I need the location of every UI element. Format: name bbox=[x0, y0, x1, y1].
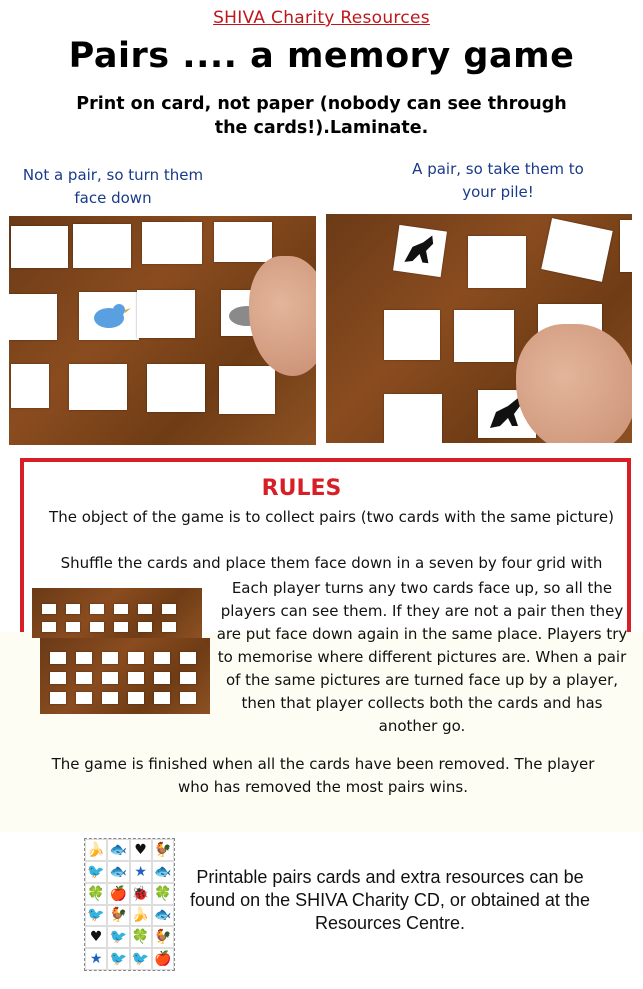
face-down-card bbox=[66, 622, 80, 632]
face-down-card bbox=[384, 394, 442, 443]
face-down-card bbox=[620, 220, 632, 272]
face-down-card bbox=[541, 218, 612, 282]
face-down-card bbox=[73, 224, 131, 268]
face-down-card bbox=[76, 652, 92, 664]
grid-photo bbox=[32, 588, 202, 638]
face-down-card bbox=[42, 622, 56, 632]
face-down-card bbox=[180, 692, 196, 704]
org-name: SHIVA Charity Resources bbox=[213, 8, 430, 28]
face-down-card bbox=[11, 226, 68, 268]
face-down-card bbox=[114, 604, 128, 614]
face-down-card bbox=[138, 622, 152, 632]
sheet-icon: 🐓 bbox=[152, 926, 174, 948]
face-down-card bbox=[50, 652, 66, 664]
bird-icon bbox=[79, 292, 139, 340]
sheet-icon: 🍀 bbox=[152, 883, 174, 905]
sheet-icon: 🐟 bbox=[107, 861, 129, 883]
rule-shuffle: Shuffle the cards and place them face down in a seven by four grid with bbox=[60, 554, 603, 572]
sheet-icon: 🐓 bbox=[107, 905, 129, 927]
face-down-card bbox=[128, 692, 144, 704]
face-down-card bbox=[180, 672, 196, 684]
face-down-card bbox=[154, 672, 170, 684]
face-down-card bbox=[90, 622, 104, 632]
face-down-card bbox=[76, 672, 92, 684]
sheet-icon: 🍌 bbox=[85, 839, 107, 861]
face-down-card bbox=[138, 604, 152, 614]
face-down-card bbox=[154, 692, 170, 704]
face-down-card bbox=[219, 366, 275, 414]
sheet-icon: 🐦 bbox=[85, 905, 107, 927]
sheet-icon: 🐟 bbox=[107, 839, 129, 861]
face-down-card bbox=[90, 604, 104, 614]
face-down-card bbox=[137, 290, 195, 338]
sheet-icon: ♥ bbox=[130, 839, 152, 861]
sheet-icon: 🍎 bbox=[152, 948, 174, 970]
face-down-card bbox=[76, 692, 92, 704]
sheet-icon: 🐦 bbox=[85, 861, 107, 883]
horse-card bbox=[393, 225, 447, 277]
face-down-card bbox=[128, 652, 144, 664]
sheet-icon: ♥ bbox=[85, 926, 107, 948]
sheet-icon: 🐞 bbox=[130, 883, 152, 905]
face-down-card bbox=[9, 294, 57, 340]
sheet-icon: 🍀 bbox=[130, 926, 152, 948]
page-title: Pairs .... a memory game bbox=[68, 36, 575, 76]
rule-object: The object of the game is to collect pairs (two cards with the same picture) bbox=[49, 508, 614, 526]
sheet-icon: 🐦 bbox=[130, 948, 152, 970]
face-down-card bbox=[128, 672, 144, 684]
face-down-card bbox=[69, 364, 127, 410]
sheet-icon: 🍀 bbox=[85, 883, 107, 905]
rule-turns: Each player turns any two cards face up, so all the players can see them. If they are not a pair then they are put face down again in the same place. Players try to memorise where different pictures are. When a pair of the same pictures are turned face up by a player, then that player collects both the cards and has another go. bbox=[216, 579, 628, 735]
face-down-card bbox=[162, 604, 176, 614]
resources-note: Printable pairs cards and extra resources can be found on the SHIVA Charity CD, or obtained at the Resources Centre. bbox=[190, 867, 590, 933]
print-instruction: Print on card, not paper (nobody can see through the cards!).Laminate. bbox=[76, 94, 567, 138]
face-down-card bbox=[50, 692, 66, 704]
grid-photo bbox=[40, 638, 210, 714]
sheet-icon: ★ bbox=[130, 861, 152, 883]
rule-finish: The game is finished when all the cards have been removed. The player who has removed the most pairs wins. bbox=[51, 755, 595, 796]
hand bbox=[249, 256, 316, 376]
caption-not-pair: Not a pair, so turn them face down bbox=[22, 166, 204, 207]
sheet-icon: 🍎 bbox=[107, 883, 129, 905]
printable-cards-sheet bbox=[84, 838, 175, 971]
face-down-card bbox=[50, 672, 66, 684]
face-down-card bbox=[102, 672, 118, 684]
face-down-card bbox=[454, 310, 514, 362]
face-down-card bbox=[102, 692, 118, 704]
face-down-card bbox=[154, 652, 170, 664]
bird-card bbox=[79, 292, 139, 340]
face-down-card bbox=[66, 604, 80, 614]
sheet-icon: 🍌 bbox=[130, 905, 152, 927]
face-down-card bbox=[214, 222, 272, 262]
face-down-card bbox=[11, 364, 49, 408]
face-down-card bbox=[180, 652, 196, 664]
sheet-icon: 🐟 bbox=[152, 861, 174, 883]
face-down-card bbox=[384, 310, 440, 360]
face-down-card bbox=[102, 652, 118, 664]
face-down-card bbox=[142, 222, 202, 264]
face-down-card bbox=[162, 622, 176, 632]
face-down-card bbox=[468, 236, 526, 288]
caption-pair: A pair, so take them to your pile! bbox=[412, 160, 584, 201]
sheet-icon: 🐟 bbox=[152, 905, 174, 927]
face-down-card bbox=[147, 364, 205, 412]
sheet-icon: ★ bbox=[85, 948, 107, 970]
horse-icon bbox=[393, 225, 447, 277]
rules-heading: RULES bbox=[261, 476, 342, 501]
face-down-card bbox=[114, 622, 128, 632]
photo-not-a-pair bbox=[9, 216, 316, 445]
face-down-card bbox=[42, 604, 56, 614]
hand bbox=[516, 324, 632, 443]
sheet-icon: 🐦 bbox=[107, 926, 129, 948]
photo-a-pair bbox=[326, 214, 632, 443]
sheet-icon: 🐓 bbox=[152, 839, 174, 861]
sheet-icon: 🐦 bbox=[107, 948, 129, 970]
